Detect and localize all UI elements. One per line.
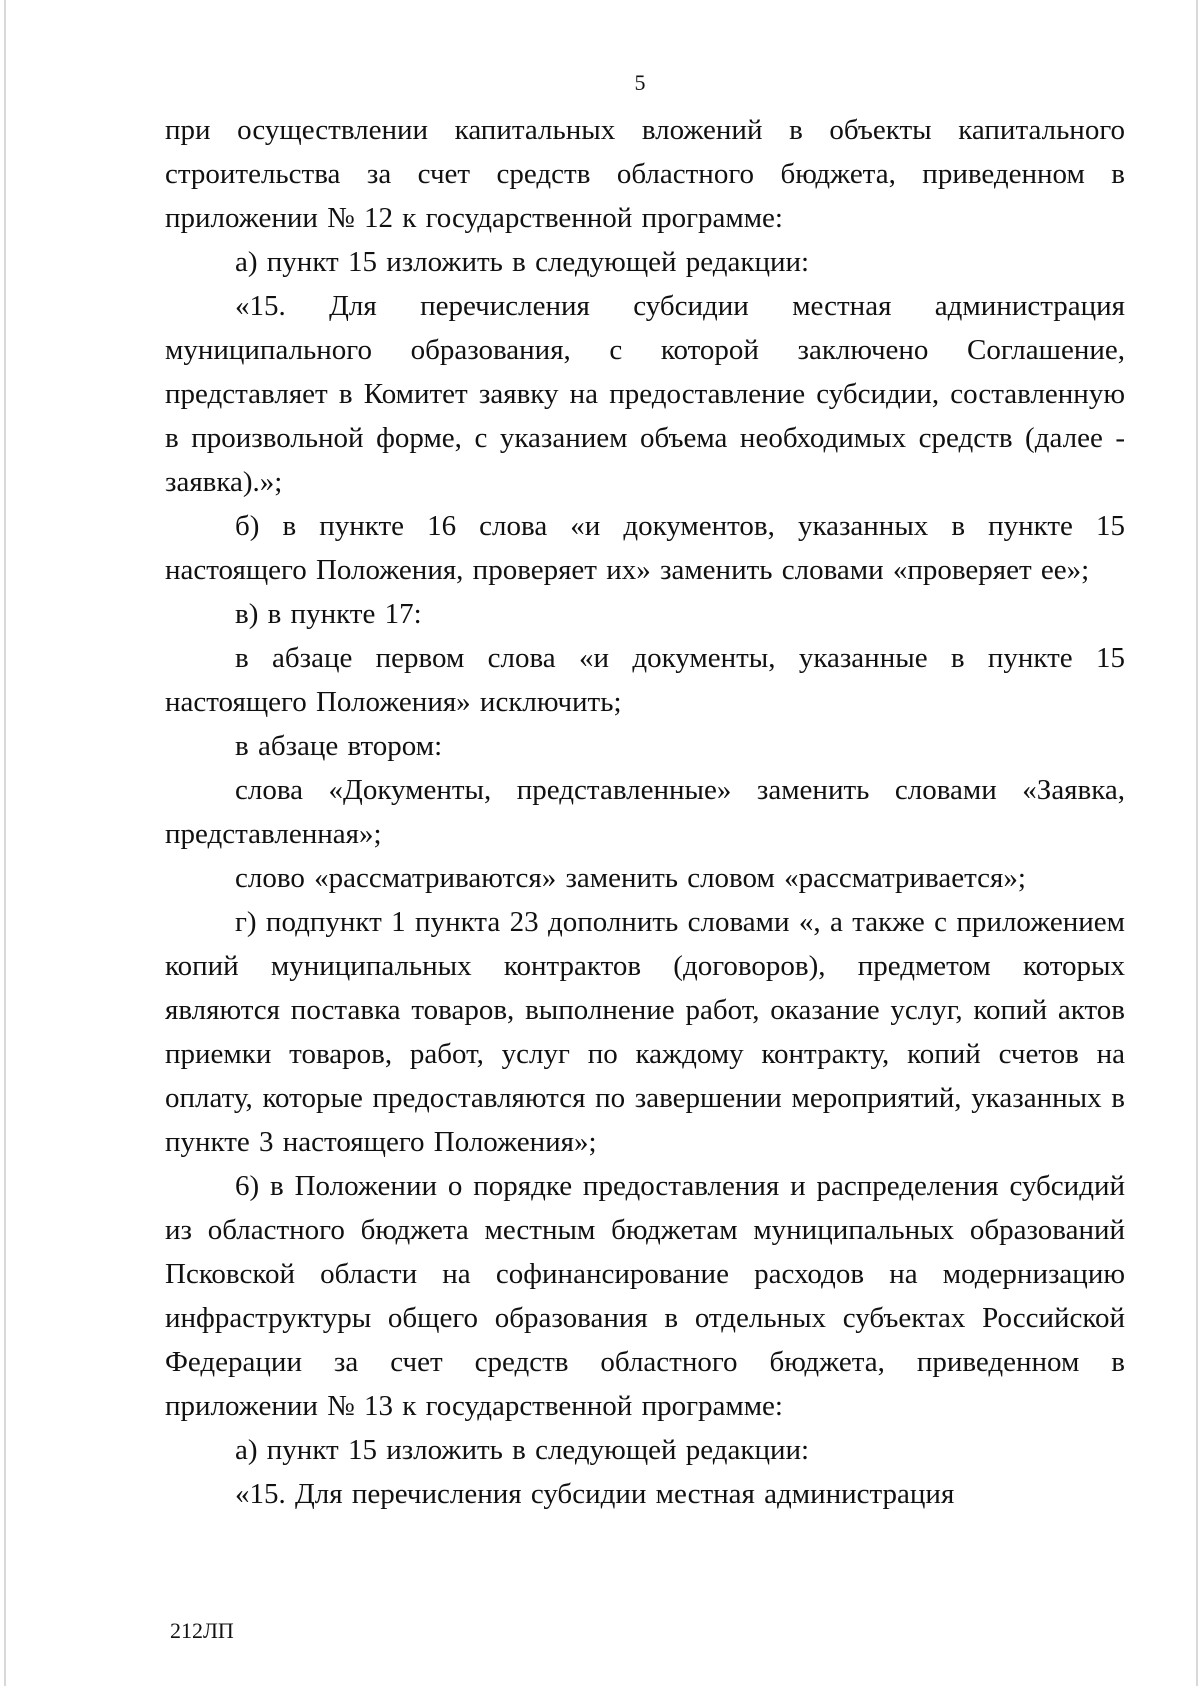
paragraph-item-a: а) пункт 15 изложить в следующей редакции: (235, 246, 810, 278)
paragraph-item-v: в) в пункте 17: (235, 598, 422, 630)
paragraph-replace-considered: слово «рассматриваются» заменить словом «рассматривается»; (235, 862, 1026, 894)
paragraph-replace-documents: слова «Документы, представленные» заменить словами «Заявка, представленная»; (165, 774, 1125, 850)
scan-left-edge (4, 0, 6, 1686)
paragraph-item-a-second: а) пункт 15 изложить в следующей редакции: (235, 1434, 810, 1466)
scan-right-edge (1196, 0, 1198, 1686)
paragraph-quoted-item-15-second: «15. Для перечисления субсидии местная администрация (235, 1478, 955, 1510)
paragraph-item-b: б) в пункте 16 слова «и документов, указанных в пункте 15 настоящего Положения, проверяет их» заменить словами «проверяет ее»; (165, 510, 1125, 586)
paragraph-item-6: 6) в Положении о порядке предоставления и распределения субсидий из областного бюджета местным бюджетам муниципальных образований Псковской области на софинансирование расходов на модернизацию инфраструктуры общего образования в отдельных субъектах Российской Федерации за счет средств областного бюджета, приведенном в приложении № 13 к государственной программе: (165, 1170, 1125, 1422)
paragraph-first-subparagraph: в абзаце первом слова «и документы, указанные в пункте 15 настоящего Положения» исключить; (165, 642, 1125, 718)
document-body (165, 108, 1125, 1516)
page-number: 5 (634, 70, 646, 95)
paragraph-quoted-item-15: «15. Для перечисления субсидии местная администрация муниципального образования, с которой заключено Соглашение, представляет в Комитет заявку на предоставление субсидии, составленную в произвольной форме, с указанием объема необходимых средств (далее - заявка).»; (165, 290, 1125, 498)
footer-document-code: 212ЛП (170, 1618, 234, 1643)
paragraph-second-subparagraph: в абзаце втором: (235, 730, 443, 762)
paragraph-continuation-capital-investments: при осуществлении капитальных вложений в объекты капитального строительства за счет средств областного бюджета, приведенном в приложении № 12 к государственной программе: (165, 114, 1125, 234)
paragraph-item-g: г) подпункт 1 пункта 23 дополнить словами «, а также с приложением копий муниципальных контрактов (договоров), предметом которых являются поставка товаров, выполнение работ, оказание услуг, копий актов приемки товаров, работ, услуг по каждому контракту, копий счетов на оплату, которые предоставляются по завершении мероприятий, указанных в пункте 3 настоящего Положения»; (165, 906, 1125, 1158)
